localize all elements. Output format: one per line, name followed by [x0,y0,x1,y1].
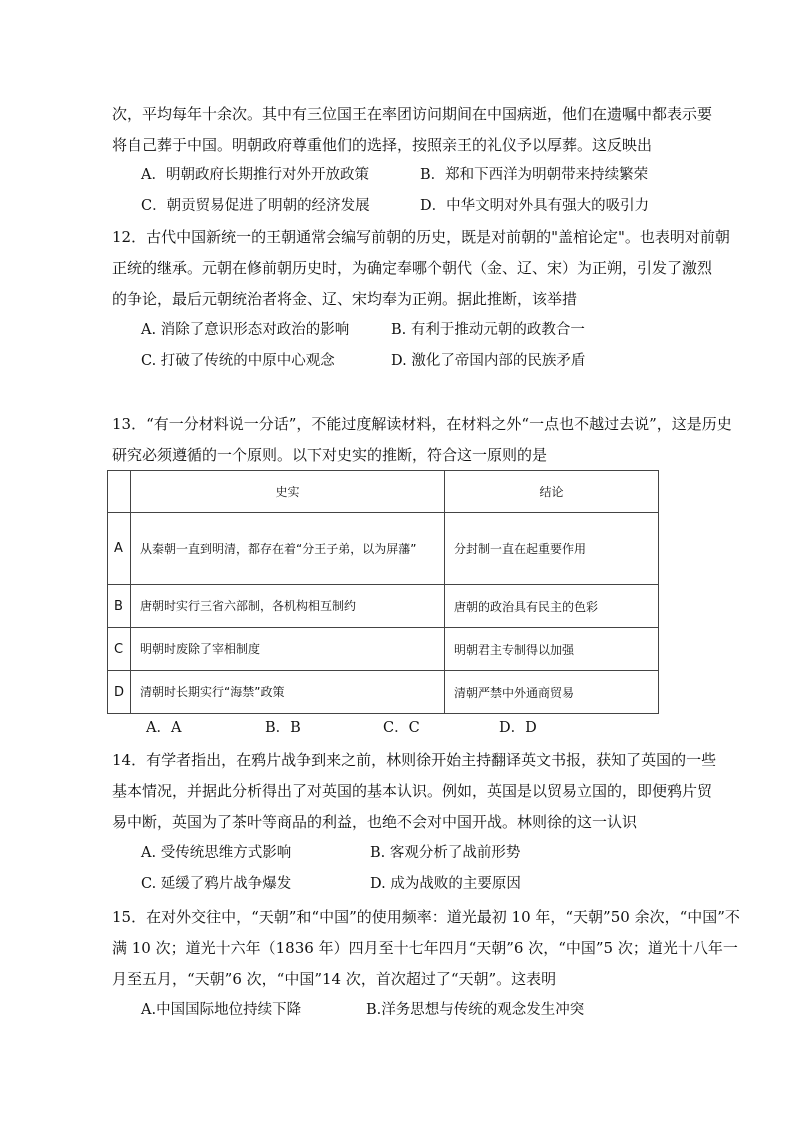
row-conclusion: 分封制一直在起重要作用 [445,513,659,585]
table-row [108,628,659,671]
row-fact: 明朝时废除了宰相制度 [131,628,445,671]
row-fact: 唐朝时实行三省六部制，各机构相互制约 [131,585,445,628]
q13-option-a[interactable]: A．A [146,720,182,736]
q15-option-a[interactable]: A.中国国际地位持续下降 [141,1002,302,1018]
q11-option-c[interactable]: C．朝贡贸易促进了明朝的经济发展 [141,198,370,214]
q11-option-b[interactable]: B．郑和下西洋为明朝带来持续繁荣 [420,167,649,183]
q13-text-line-2: 研究必须遵循的一个原则。以下对史实的推断，符合这一原则的是 [112,446,548,464]
row-key: C [108,628,131,671]
q12-text-line-3: 的争论，最后元朝统治者将金、辽、宋均奉为正朔。据此推断，该举措 [112,290,578,308]
row-key: B [108,585,131,628]
q12-option-c[interactable]: C. 打破了传统的中原中心观念 [141,353,335,369]
q11-text-line-2: 将自己葬于中国。明朝政府尊重他们的选择，按照亲王的礼仪予以厚葬。这反映出 [112,136,653,154]
q12-text-line-1: 12．古代中国新统一的王朝通常会编写前朝的历史，既是对前朝的"盖棺论定"。也表明对前朝 [112,228,730,246]
table-row [108,671,659,714]
row-key: D [108,671,131,714]
q12-text-line-2: 正统的继承。元朝在修前朝历史时，为确定奉哪个朝代（金、辽、宋）为正朔，引发了激烈 [112,259,713,277]
q14-option-a[interactable]: A. 受传统思维方式影响 [141,845,292,861]
q15-text-line-3: 月至五月，“天朝”6 次，“中国”14 次，首次超过了“天朝”。这表明 [112,970,557,988]
q13-option-d[interactable]: D．D [499,720,537,736]
table-header-fact: 史实 [131,471,445,513]
q15-option-b[interactable]: B.洋务思想与传统的观念发生冲突 [366,1002,585,1018]
q15-text-line-2: 满 10 次；道光十六年（1836 年）四月至十七年四月“天朝”6 次，“中国”5 次；道光十八年一 [112,939,738,957]
row-conclusion: 明朝君主专制得以加强 [445,628,659,671]
q13-option-b[interactable]: B．B [265,720,301,736]
table-row [108,585,659,628]
row-conclusion: 清朝严禁中外通商贸易 [445,671,659,714]
table-header-conclusion: 结论 [445,471,659,513]
q13-option-c[interactable]: C．C [383,720,420,736]
row-conclusion: 唐朝的政治具有民主的色彩 [445,585,659,628]
q14-text-line-3: 易中断，英国为了茶叶等商品的利益，也绝不会对中国开战。林则徐的这一认识 [112,813,638,831]
q11-option-a[interactable]: A．明朝政府长期推行对外开放政策 [141,167,369,183]
q13-table [107,470,659,714]
q13-text-line-1: 13．“有一分材料说一分话”，不能过度解读材料，在材料之外“一点也不越过去说”，这是历史 [112,415,732,433]
q12-option-d[interactable]: D. 激化了帝国内部的民族矛盾 [391,353,586,369]
q14-option-d[interactable]: D. 成为战败的主要原因 [370,876,521,892]
q14-text-line-2: 基本情况，并据此分析得出了对英国的基本认识。例如，英国是以贸易立国的，即便鸦片贸 [112,782,713,800]
q14-option-c[interactable]: C. 延缓了鸦片战争爆发 [141,876,292,892]
table-header-blank [108,471,131,513]
q14-text-line-1: 14．有学者指出，在鸦片战争到来之前，林则徐开始主持翻译英文书报，获知了英国的一些 [112,751,717,769]
row-key: A [108,513,131,585]
q11-option-d[interactable]: D．中华文明对外具有强大的吸引力 [420,198,650,214]
row-fact: 清朝时长期实行“海禁”政策 [131,671,445,714]
q14-option-b[interactable]: B. 客观分析了战前形势 [370,845,521,861]
q12-option-b[interactable]: B. 有利于推动元朝的政教合一 [391,322,585,338]
row-fact: 从秦朝一直到明清，都存在着“分王子弟，以为屏藩” [131,513,445,585]
q15-text-line-1: 15．在对外交往中，“天朝”和“中国”的使用频率：道光最初 10 年，“天朝”50 余次，“中国”不 [112,908,740,926]
q12-option-a[interactable]: A. 消除了意识形态对政治的影响 [141,322,350,338]
q11-text-line-1: 次，平均每年十余次。其中有三位国王在率团访问期间在中国病逝，他们在遗嘱中都表示要 [112,105,713,123]
table-row [108,513,659,585]
